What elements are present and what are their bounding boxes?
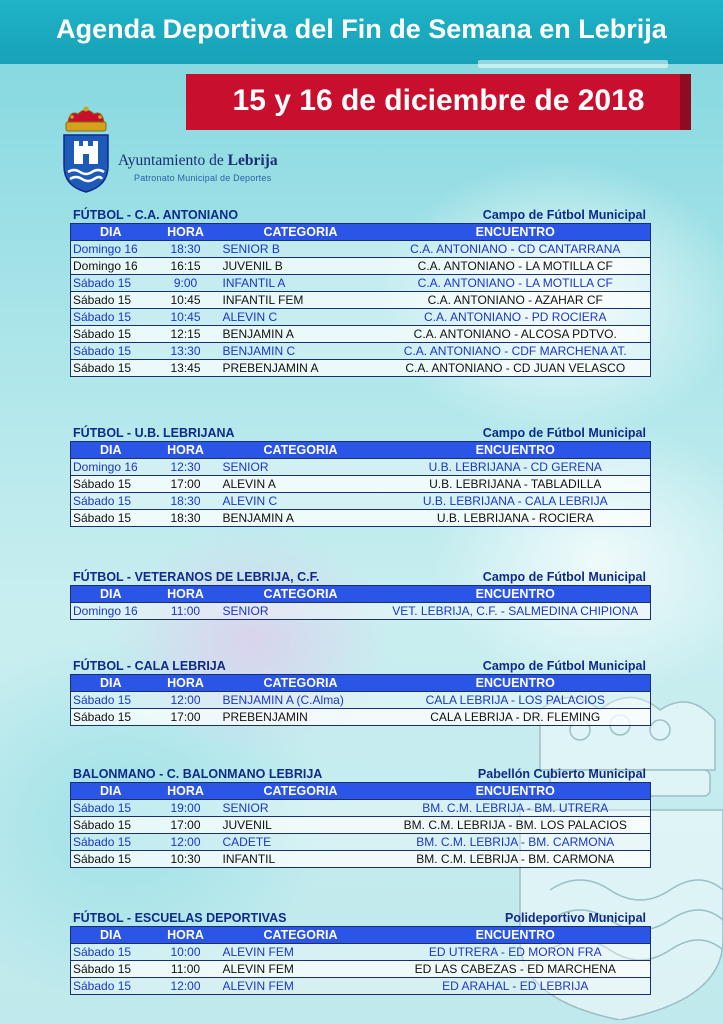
cell-dia: Sábado 15 xyxy=(71,309,151,326)
col-header-hora: HORA xyxy=(151,927,221,944)
cell-hora: 11:00 xyxy=(151,603,221,620)
col-header-encuentro: ENCUENTRO xyxy=(381,442,651,459)
section-veteranos xyxy=(70,569,650,620)
table-row xyxy=(71,292,651,309)
cell-encuentro: U.B. LEBRIJANA - ROCIERA xyxy=(381,510,651,527)
section-title: FÚTBOL - ESCUELAS DEPORTIVAS xyxy=(73,911,287,925)
cell-categoria: JUVENIL B xyxy=(221,258,381,275)
table-row xyxy=(71,360,651,377)
cell-encuentro: C.A. ANTONIANO - AZAHAR CF xyxy=(381,292,651,309)
cell-categoria: ALEVIN C xyxy=(221,309,381,326)
table-row xyxy=(71,476,651,493)
cell-encuentro: BM. C.M. LEBRIJA - BM. CARMONA xyxy=(381,851,651,868)
logo-org-brand: Lebrija xyxy=(227,152,278,169)
cell-hora: 16:15 xyxy=(151,258,221,275)
cell-hora: 17:00 xyxy=(151,817,221,834)
cell-categoria: BENJAMIN C xyxy=(221,343,381,360)
col-header-encuentro: ENCUENTRO xyxy=(381,783,651,800)
cell-dia: Sábado 15 xyxy=(71,709,151,726)
table-row xyxy=(71,978,651,995)
col-header-categoria: CATEGORIA xyxy=(221,675,381,692)
cell-encuentro: ED ARAHAL - ED LEBRIJA xyxy=(381,978,651,995)
section-title: FÚTBOL - VETERANOS DE LEBRIJA, C.F. xyxy=(73,570,320,584)
cell-categoria: BENJAMIN A xyxy=(221,326,381,343)
cell-categoria: BENJAMIN A xyxy=(221,510,381,527)
cell-encuentro: C.A. ANTONIANO - ALCOSA PDTVO. xyxy=(381,326,651,343)
cell-dia: Sábado 15 xyxy=(71,817,151,834)
cell-dia: Sábado 15 xyxy=(71,360,151,377)
col-header-dia: DIA xyxy=(71,442,151,459)
section-venue: Campo de Fútbol Municipal xyxy=(482,426,646,440)
cell-dia: Sábado 15 xyxy=(71,510,151,527)
cell-categoria: INFANTIL FEM xyxy=(221,292,381,309)
cell-hora: 13:30 xyxy=(151,343,221,360)
cell-hora: 18:30 xyxy=(151,241,221,258)
table-row xyxy=(71,493,651,510)
cell-hora: 12:15 xyxy=(151,326,221,343)
col-header-hora: HORA xyxy=(151,783,221,800)
cell-hora: 10:00 xyxy=(151,944,221,961)
cell-dia: Sábado 15 xyxy=(71,961,151,978)
cell-hora: 18:30 xyxy=(151,510,221,527)
cell-dia: Sábado 15 xyxy=(71,851,151,868)
table-row xyxy=(71,459,651,476)
section-title: FÚTBOL - CALA LEBRIJA xyxy=(73,659,226,673)
cell-hora: 19:00 xyxy=(151,800,221,817)
cell-dia: Sábado 15 xyxy=(71,834,151,851)
schedule-table xyxy=(70,585,651,620)
col-header-categoria: CATEGORIA xyxy=(221,442,381,459)
cell-categoria: ALEVIN C xyxy=(221,493,381,510)
table-header-row xyxy=(71,783,651,800)
cell-hora: 12:00 xyxy=(151,978,221,995)
section-venue: Polideportivo Municipal xyxy=(505,911,646,925)
col-header-categoria: CATEGORIA xyxy=(221,783,381,800)
cell-categoria: BENJAMIN A (C.Alma) xyxy=(221,692,381,709)
section-venue: Campo de Fútbol Municipal xyxy=(482,570,646,584)
cell-encuentro: VET. LEBRIJA, C.F. - SALMEDINA CHIPIONA xyxy=(381,603,651,620)
cell-dia: Sábado 15 xyxy=(71,978,151,995)
section-escuelas-deportivas xyxy=(70,910,650,995)
table-row xyxy=(71,343,651,360)
logo-org-subtitle: Patronato Municipal de Deportes xyxy=(134,173,272,183)
title-reflection xyxy=(478,60,668,68)
date-banner-accent xyxy=(680,74,691,130)
col-header-categoria: CATEGORIA xyxy=(221,927,381,944)
section-balonmano xyxy=(70,766,650,868)
table-header-row xyxy=(71,586,651,603)
cell-dia: Sábado 15 xyxy=(71,292,151,309)
cell-encuentro: U.B. LEBRIJANA - CALA LEBRIJA xyxy=(381,493,651,510)
cell-encuentro: C.A. ANTONIANO - CD JUAN VELASCO xyxy=(381,360,651,377)
section-cala-lebrija xyxy=(70,658,650,726)
schedule-table xyxy=(70,926,651,995)
cell-hora: 11:00 xyxy=(151,961,221,978)
table-header-row xyxy=(71,442,651,459)
col-header-dia: DIA xyxy=(71,927,151,944)
section-title: BALONMANO - C. BALONMANO LEBRIJA xyxy=(73,767,323,781)
table-row xyxy=(71,817,651,834)
page-title: Agenda Deportiva del Fin de Semana en Lebrija xyxy=(56,14,667,44)
schedule-table xyxy=(70,782,651,868)
cell-encuentro: U.B. LEBRIJANA - TABLADILLA xyxy=(381,476,651,493)
cell-dia: Domingo 16 xyxy=(71,258,151,275)
cell-categoria: SENIOR xyxy=(221,459,381,476)
table-header-row xyxy=(71,927,651,944)
cell-categoria: PREBENJAMIN xyxy=(221,709,381,726)
section-venue: Campo de Fútbol Municipal xyxy=(482,208,646,222)
cell-hora: 17:00 xyxy=(151,709,221,726)
crown-icon xyxy=(66,107,106,132)
table-row xyxy=(71,944,651,961)
cell-encuentro: BM. C.M. LEBRIJA - BM. LOS PALACIOS xyxy=(381,817,651,834)
table-header-row xyxy=(71,224,651,241)
cell-dia: Sábado 15 xyxy=(71,493,151,510)
table-row xyxy=(71,961,651,978)
cell-encuentro: C.A. ANTONIANO - CD CANTARRANA xyxy=(381,241,651,258)
cell-encuentro: BM. C.M. LEBRIJA - BM. CARMONA xyxy=(381,834,651,851)
cell-dia: Sábado 15 xyxy=(71,800,151,817)
cell-encuentro: U.B. LEBRIJANA - CD GERENA xyxy=(381,459,651,476)
table-header-row xyxy=(71,675,651,692)
col-header-dia: DIA xyxy=(71,224,151,241)
logo-org-name xyxy=(118,152,278,170)
cell-hora: 10:45 xyxy=(151,292,221,309)
cell-dia: Domingo 16 xyxy=(71,603,151,620)
cell-dia: Domingo 16 xyxy=(71,459,151,476)
col-header-encuentro: ENCUENTRO xyxy=(381,675,651,692)
schedule-table xyxy=(70,223,651,377)
cell-categoria: PREBENJAMIN A xyxy=(221,360,381,377)
col-header-hora: HORA xyxy=(151,675,221,692)
cell-encuentro: C.A. ANTONIANO - PD ROCIERA xyxy=(381,309,651,326)
table-row xyxy=(71,800,651,817)
cell-categoria: SENIOR B xyxy=(221,241,381,258)
cell-encuentro: C.A. ANTONIANO - CDF MARCHENA AT. xyxy=(381,343,651,360)
cell-hora: 10:30 xyxy=(151,851,221,868)
cell-hora: 12:00 xyxy=(151,834,221,851)
schedule-table xyxy=(70,441,651,527)
cell-hora: 17:00 xyxy=(151,476,221,493)
cell-categoria: JUVENIL xyxy=(221,817,381,834)
section-title: FÚTBOL - C.A. ANTONIANO xyxy=(73,208,239,222)
cell-hora: 12:00 xyxy=(151,692,221,709)
schedule-table xyxy=(70,674,651,726)
cell-dia: Sábado 15 xyxy=(71,692,151,709)
col-header-dia: DIA xyxy=(71,675,151,692)
col-header-categoria: CATEGORIA xyxy=(221,586,381,603)
table-row xyxy=(71,510,651,527)
cell-hora: 13:45 xyxy=(151,360,221,377)
cell-encuentro: ED LAS CABEZAS - ED MARCHENA xyxy=(381,961,651,978)
cell-dia: Sábado 15 xyxy=(71,275,151,292)
cell-categoria: ALEVIN A xyxy=(221,476,381,493)
col-header-categoria: CATEGORIA xyxy=(221,224,381,241)
cell-categoria: ALEVIN FEM xyxy=(221,944,381,961)
cell-categoria: CADETE xyxy=(221,834,381,851)
cell-dia: Domingo 16 xyxy=(71,241,151,258)
cell-categoria: INFANTIL A xyxy=(221,275,381,292)
table-row xyxy=(71,309,651,326)
section-title: FÚTBOL - U.B. LEBRIJANA xyxy=(73,426,235,440)
table-row xyxy=(71,326,651,343)
table-row xyxy=(71,834,651,851)
col-header-hora: HORA xyxy=(151,442,221,459)
table-row xyxy=(71,241,651,258)
col-header-encuentro: ENCUENTRO xyxy=(381,586,651,603)
table-row xyxy=(71,275,651,292)
cell-hora: 9:00 xyxy=(151,275,221,292)
cell-encuentro: CALA LEBRIJA - LOS PALACIOS xyxy=(381,692,651,709)
cell-categoria: ALEVIN FEM xyxy=(221,961,381,978)
col-header-encuentro: ENCUENTRO xyxy=(381,224,651,241)
cell-hora: 12:30 xyxy=(151,459,221,476)
section-ca-antoniano xyxy=(70,207,650,377)
table-row xyxy=(71,851,651,868)
col-header-encuentro: ENCUENTRO xyxy=(381,927,651,944)
cell-dia: Sábado 15 xyxy=(71,476,151,493)
cell-categoria: ALEVIN FEM xyxy=(221,978,381,995)
cell-encuentro: CALA LEBRIJA - DR. FLEMING xyxy=(381,709,651,726)
table-row xyxy=(71,603,651,620)
shield-icon xyxy=(64,135,108,192)
cell-dia: Sábado 15 xyxy=(71,944,151,961)
cell-hora: 18:30 xyxy=(151,493,221,510)
cell-dia: Sábado 15 xyxy=(71,326,151,343)
cell-encuentro: ED UTRERA - ED MORON FRA xyxy=(381,944,651,961)
cell-categoria: SENIOR xyxy=(221,800,381,817)
cell-categoria: INFANTIL xyxy=(221,851,381,868)
section-venue: Pabellón Cubierto Municipal xyxy=(477,767,646,781)
cell-encuentro: C.A. ANTONIANO - LA MOTILLA CF xyxy=(381,275,651,292)
logo-org-prefix: Ayuntamiento de xyxy=(118,152,224,169)
table-row xyxy=(71,692,651,709)
section-venue: Campo de Fútbol Municipal xyxy=(482,659,646,673)
cell-dia: Sábado 15 xyxy=(71,343,151,360)
col-header-hora: HORA xyxy=(151,224,221,241)
event-date: 15 y 16 de diciembre de 2018 xyxy=(232,84,645,117)
table-row xyxy=(71,709,651,726)
table-row xyxy=(71,258,651,275)
cell-encuentro: BM. C.M. LEBRIJA - BM. UTRERA xyxy=(381,800,651,817)
section-ub-lebrijana xyxy=(70,425,650,527)
cell-categoria: SENIOR xyxy=(221,603,381,620)
col-header-dia: DIA xyxy=(71,783,151,800)
cell-encuentro: C.A. ANTONIANO - LA MOTILLA CF xyxy=(381,258,651,275)
col-header-dia: DIA xyxy=(71,586,151,603)
col-header-hora: HORA xyxy=(151,586,221,603)
cell-hora: 10:45 xyxy=(151,309,221,326)
